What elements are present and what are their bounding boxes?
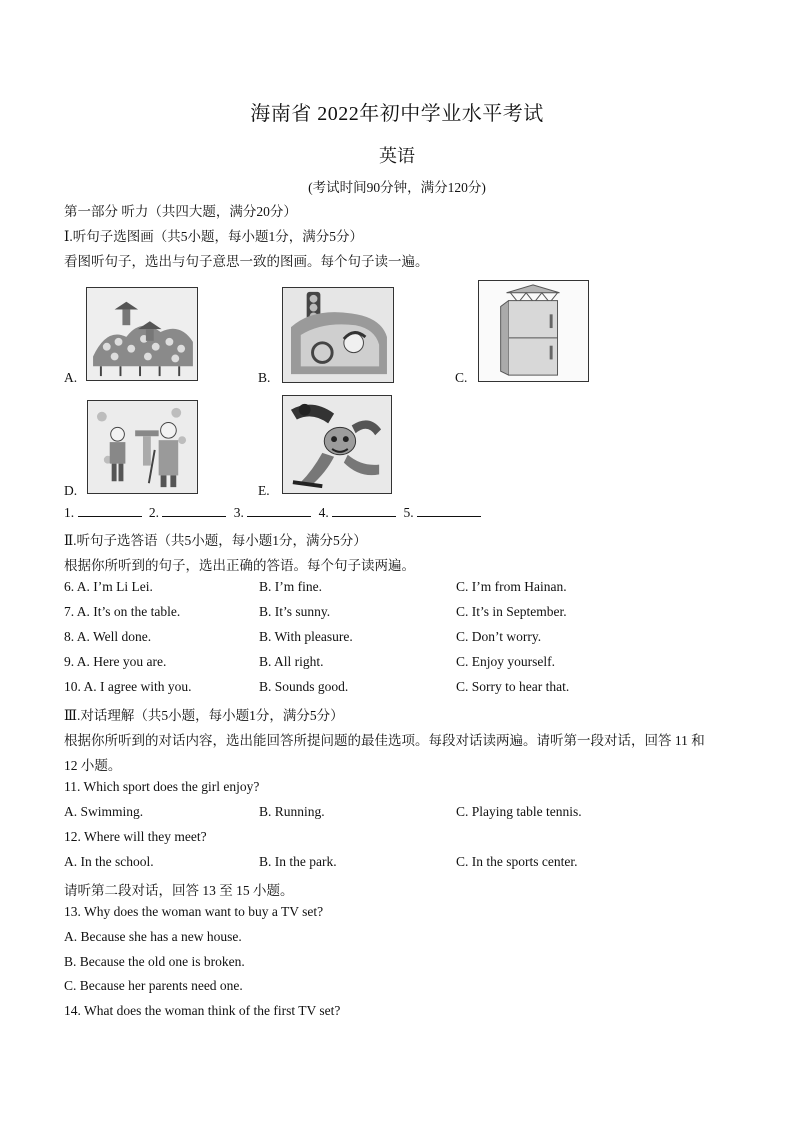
q14-text: 14. What does the woman think of the first TV set? <box>64 1003 341 1018</box>
q11-option-a: A. Swimming. <box>64 804 144 819</box>
section3-instruction-line1: 根据你所听到的对话内容，选出能回答所提问题的最佳选项。每段对话读两遍。请听第一段对话，回答 11 和 <box>64 733 705 748</box>
dialog2-instruction: 请听第二段对话，回答 13 至 15 小题。 <box>64 883 294 898</box>
refrigerator-icon <box>478 280 589 382</box>
driver-at-traffic-light-icon <box>282 287 394 383</box>
exam-title: 海南省 2022年初中学业水平考试 <box>250 103 544 125</box>
q12-option-b: B. In the park. <box>259 854 337 869</box>
section2-instruction: 根据你所听到的句子，选出正确的答语。每个句子读两遍。 <box>64 558 415 573</box>
q8-option-c: C. Don’t worry. <box>456 629 542 644</box>
section1-instruction: 看图听句子，选出与句子意思一致的图画。每个句子读一遍。 <box>64 254 429 269</box>
monkey-king-icon <box>282 395 392 494</box>
answer-slot-5-field[interactable] <box>417 504 481 517</box>
answer-slot-3-field[interactable] <box>247 504 311 517</box>
section3-instruction-line2: 12 小题。 <box>64 758 122 773</box>
q11-option-b: B. Running. <box>259 804 325 819</box>
picture-d-label: D. <box>64 483 78 498</box>
q13-option-a: A. Because she has a new house. <box>64 929 242 944</box>
q12-option-c: C. In the sports center. <box>456 854 578 869</box>
picture-e-label: E. <box>258 483 270 498</box>
section2-heading: Ⅱ.听句子选答语（共5小题，每小题1分，满分5分） <box>64 533 367 548</box>
answer-slot-3-label: 3. <box>233 505 244 520</box>
q13-option-b: B. Because the old one is broken. <box>64 954 245 969</box>
q8-option-a: 8. A. Well done. <box>64 629 152 644</box>
q10-option-c: C. Sorry to hear that. <box>456 679 570 694</box>
q9-option-c: C. Enjoy yourself. <box>456 654 555 669</box>
q12-text: 12. Where will they meet? <box>64 829 207 844</box>
q13-option-c: C. Because her parents need one. <box>64 978 243 993</box>
section3-heading: Ⅲ.对话理解（共5小题，每小题1分，满分5分） <box>64 708 344 723</box>
picture-c-label: C. <box>455 370 468 385</box>
picture-a-label: A. <box>64 370 78 385</box>
q7-option-a: 7. A. It’s on the table. <box>64 604 181 619</box>
q6-option-b: B. I’m fine. <box>259 579 322 594</box>
exam-time-note: (考试时间90分钟，满分120分) <box>308 180 486 195</box>
answer-slot-4-field[interactable] <box>332 504 396 517</box>
q12-option-a: A. In the school. <box>64 854 154 869</box>
people-picking-fruit-icon <box>86 287 198 381</box>
q10-option-b: B. Sounds good. <box>259 679 349 694</box>
answer-slot-5-label: 5. <box>403 505 414 520</box>
q11-option-c: C. Playing table tennis. <box>456 804 582 819</box>
section1-heading: Ⅰ.听句子选图画（共5小题，每小题1分，满分5分） <box>64 229 363 244</box>
q6-option-c: C. I’m from Hainan. <box>456 579 567 594</box>
q10-option-a: 10. A. I agree with you. <box>64 679 192 694</box>
part1-heading: 第一部分 听力（共四大题，满分20分） <box>64 204 297 219</box>
q9-option-a: 9. A. Here you are. <box>64 654 167 669</box>
q13-text: 13. Why does the woman want to buy a TV set? <box>64 904 324 919</box>
answer-blanks-row <box>64 504 485 521</box>
picture-b-label: B. <box>258 370 271 385</box>
q6-option-a: 6. A. I’m Li Lei. <box>64 579 153 594</box>
q7-option-b: B. It’s sunny. <box>259 604 331 619</box>
exam-subject: 英语 <box>379 146 415 166</box>
q8-option-b: B. With pleasure. <box>259 629 353 644</box>
answer-slot-2-label: 2. <box>148 505 159 520</box>
q9-option-b: B. All right. <box>259 654 324 669</box>
q7-option-c: C. It’s in September. <box>456 604 567 619</box>
q11-text: 11. Which sport does the girl enjoy? <box>64 779 260 794</box>
answer-slot-1-label: 1. <box>64 505 75 520</box>
answer-slot-1-field[interactable] <box>78 504 142 517</box>
answer-slot-2-field[interactable] <box>162 504 226 517</box>
boy-helping-old-man-icon <box>87 400 198 494</box>
answer-slot-4-label: 4. <box>318 505 329 520</box>
